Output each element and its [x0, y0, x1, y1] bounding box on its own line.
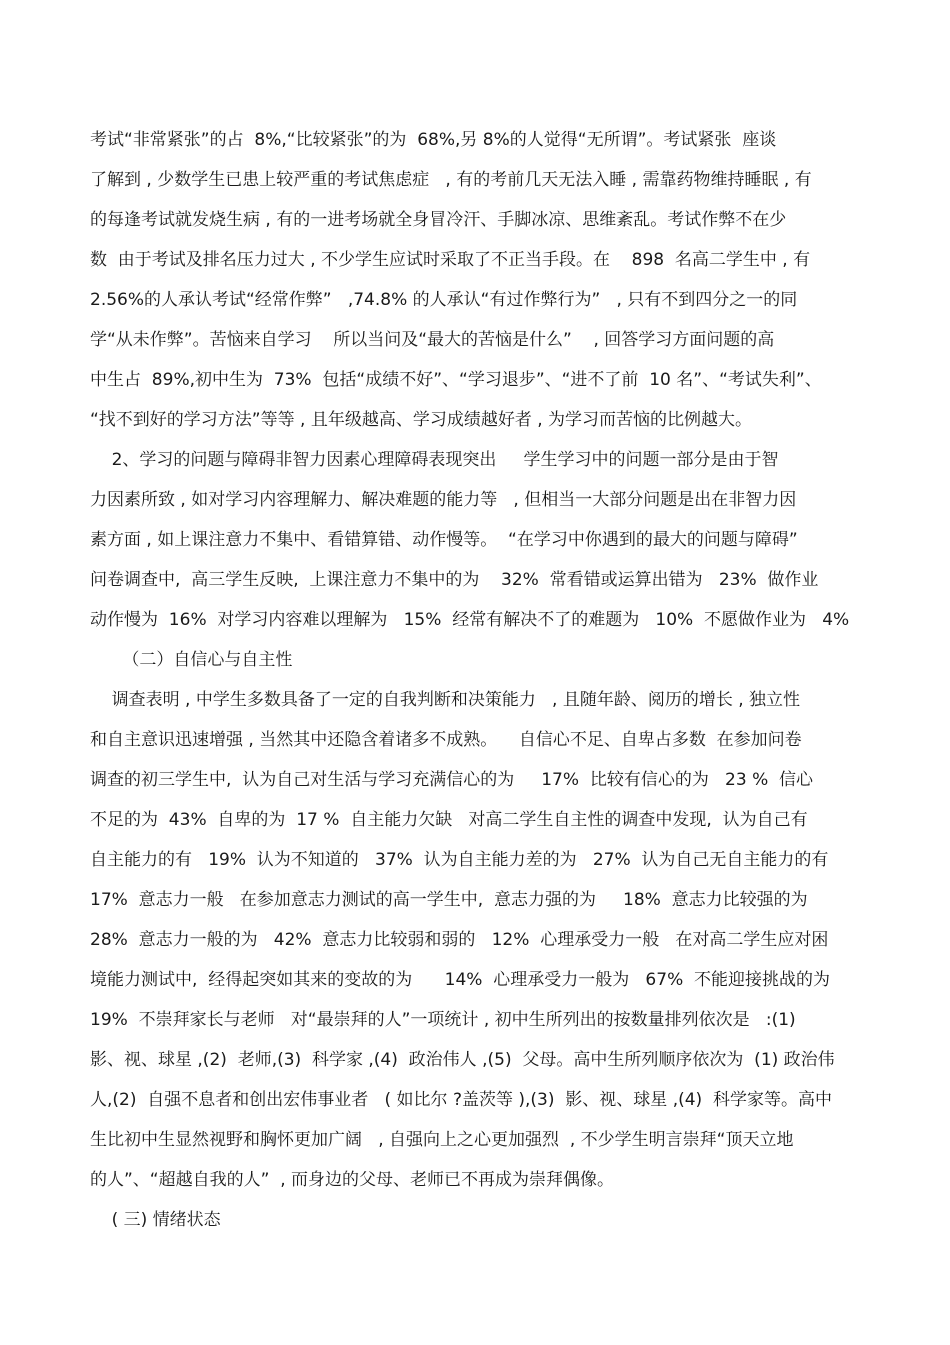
text-line-6: 学“从未作弊”。苦恼来自学习 所以当问及“最大的苦恼是什么” , 回答学习方面问题的高: [90, 330, 775, 350]
text-line-23: 19% 不崇拜家长与老师 对“最崇拜的人”一项统计 , 初中生所列出的按数量排列依次是 :(1): [90, 1010, 796, 1030]
text-line-16: 和自主意识迅速增强 , 当然其中还隐含着诸多不成熟。 自信心不足、自卑占多数 在参加问卷: [90, 730, 802, 750]
text-line-27: 的人”、“超越自我的人” , 而身边的父母、老师已不再成为崇拜偶像。: [90, 1170, 615, 1190]
text-line-20: 17% 意志力一般 在参加意志力测试的高一学生中, 意志力强的为 18% 意志力比较强的为: [90, 890, 808, 910]
text-line-13: 动作慢为 16% 对学习内容难以理解为 15% 经常有解决不了的难题为 10% 不愿做作业为 4%: [90, 610, 850, 630]
text-line-4: 数 由于考试及排名压力过大 , 不少学生应试时采取了不正当手段。在 898 名高二学生中 , 有: [90, 250, 811, 270]
section-heading-3: ( 三) 情绪状态: [90, 1210, 221, 1230]
text-line-11: 素方面 , 如上课注意力不集中、看错算错、动作慢等。 “在学习中你遇到的最大的问题与障碍”: [90, 530, 798, 550]
text-line-12: 问卷调查中, 高三学生反映, 上课注意力不集中的为 32% 常看错或运算出错为 23% 做作业: [90, 570, 819, 590]
text-line-19: 自主能力的有 19% 认为不知道的 37% 认为自主能力差的为 27% 认为自己无自主能力的有: [90, 850, 829, 870]
text-line-15: 调查表明 , 中学生多数具备了一定的自我判断和决策能力 , 且随年龄、阅历的增长 , 独立性: [90, 690, 801, 710]
text-line-25: 人,(2) 自强不息者和创出宏伟事业者 ( 如比尔 ?盖茨等 ),(3) 影、视、球星 ,(4) 科学家等。高中: [90, 1090, 832, 1110]
text-line-8: “找不到好的学习方法”等等 , 且年级越高、学习成绩越好者 , 为学习而苦恼的比例越大。: [90, 410, 753, 430]
text-line-1: 考试“非常紧张”的占 8%,“比较紧张”的为 68%,另 8%的人觉得“无所谓”。考试紧张 座谈: [90, 130, 777, 150]
text-line-17: 调查的初三学生中, 认为自己对生活与学习充满信心的为 17% 比较有信心的为 23 % 信心: [90, 770, 814, 790]
section-heading-2: （二）自信心与自主性: [90, 650, 293, 670]
text-line-2: 了解到 , 少数学生已患上较严重的考试焦虑症 , 有的考前几天无法入睡 , 需靠药物维持睡眠 , 有: [90, 170, 812, 190]
text-line-3: 的每逢考试就发烧生病 , 有的一进考场就全身冒冷汗、手脚冰凉、思维紊乱。考试作弊不在少: [90, 210, 787, 230]
text-line-21: 28% 意志力一般的为 42% 意志力比较弱和弱的 12% 心理承受力一般 在对高二学生应对困: [90, 930, 829, 950]
text-line-24: 影、视、球星 ,(2) 老师,(3) 科学家 ,(4) 政治伟人 ,(5) 父母。高中生所列顺序依次为 (1) 政治伟: [90, 1050, 835, 1070]
text-line-9: 2、学习的问题与障碍非智力因素心理障碍表现突出 学生学习中的问题一部分是由于智: [90, 450, 779, 470]
text-line-7: 中生占 89%,初中生为 73% 包括“成绩不好”、“学习退步”、“进不了前 10 名”、“考试失利”、: [90, 370, 822, 390]
text-line-18: 不足的为 43% 自卑的为 17 % 自主能力欠缺 对高二学生自主性的调查中发现, 认为自己有: [90, 810, 808, 830]
text-line-5: 2.56%的人承认考试“经常作弊” ,74.8% 的人承认“有过作弊行为” , 只有不到四分之一的同: [90, 290, 798, 310]
text-line-10: 力因素所致 , 如对学习内容理解力、解决难题的能力等 , 但相当一大部分问题是出在非智力因: [90, 490, 797, 510]
text-line-22: 境能力测试中, 经得起突如其来的变故的为 14% 心理承受力一般为 67% 不能迎接挑战的为: [90, 970, 831, 990]
text-line-26: 生比初中生显然视野和胸怀更加广阔 , 自强向上之心更加强烈 , 不少学生明言崇拜“顶天立地: [90, 1130, 794, 1150]
